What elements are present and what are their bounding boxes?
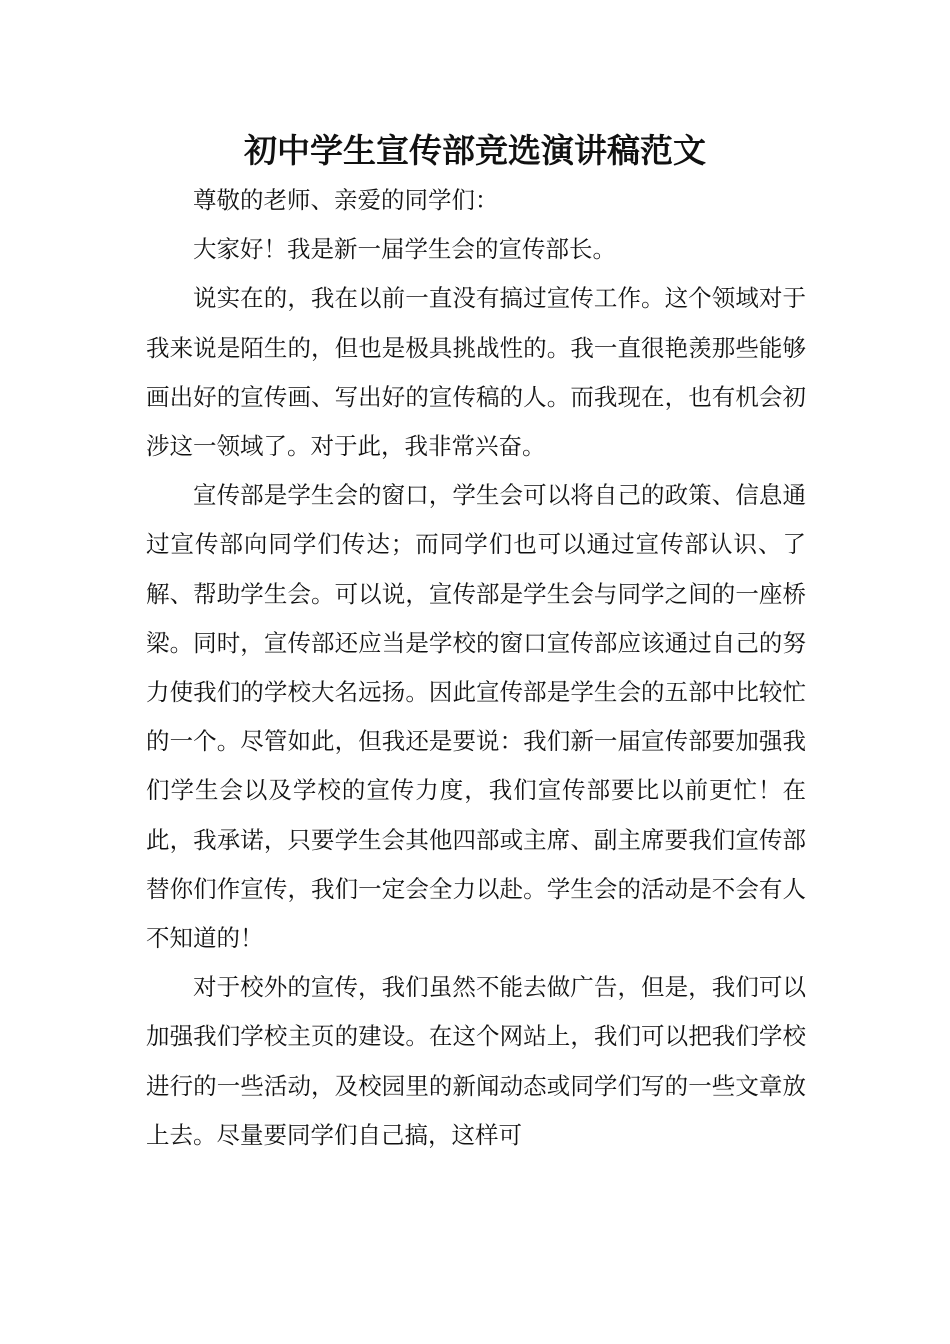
salutation-paragraph: 尊敬的老师、亲爱的同学们：	[193, 186, 499, 214]
body-paragraph-1: 说实在的，我在以前一直没有搞过宣传工作。这个领域对于我来说是陌生的，但也是极具挑战性的。我一直很艳羡那些能够画出好的宣传画、写出好的宣传稿的人。而我现在，也有机会初涉这一领域了。对于此，我非常兴奋。	[146, 284, 806, 461]
greeting-paragraph: 大家好！我是新一届学生会的宣传部长。	[193, 235, 616, 264]
body-paragraph-3: 对于校外的宣传，我们虽然不能去做广告，但是，我们可以加强我们学校主页的建设。在这个网站上，我们可以把我们学校进行的一些活动，及校园里的新闻动态或同学们写的一些文章放上去。尽量要同学们自己搞，这样可	[146, 973, 806, 1149]
document-body	[146, 176, 806, 1160]
document-title: 初中学生宣传部竞选演讲稿范文	[244, 131, 706, 170]
body-paragraph-2: 宣传部是学生会的窗口，学生会可以将自己的政策、信息通过宣传部向同学们传达；而同学们也可以通过宣传部认识、了解、帮助学生会。可以说，宣传部是学生会与同学之间的一座桥梁。同时，宣传部还应当是学校的窗口宣传部应该通过自己的努力使我们的学校大名远扬。因此宣传部是学生会的五部中比较忙的一个。尽管如此，但我还是要说：我们新一届宣传部要加强我们学生会以及学校的宣传力度，我们宣传部要比以前更忙！在此，我承诺，只要学生会其他四部或主席、副主席要我们宣传部替你们作宣传，我们一定会全力以赴。学生会的活动是不会有人不知道的！	[146, 481, 806, 953]
